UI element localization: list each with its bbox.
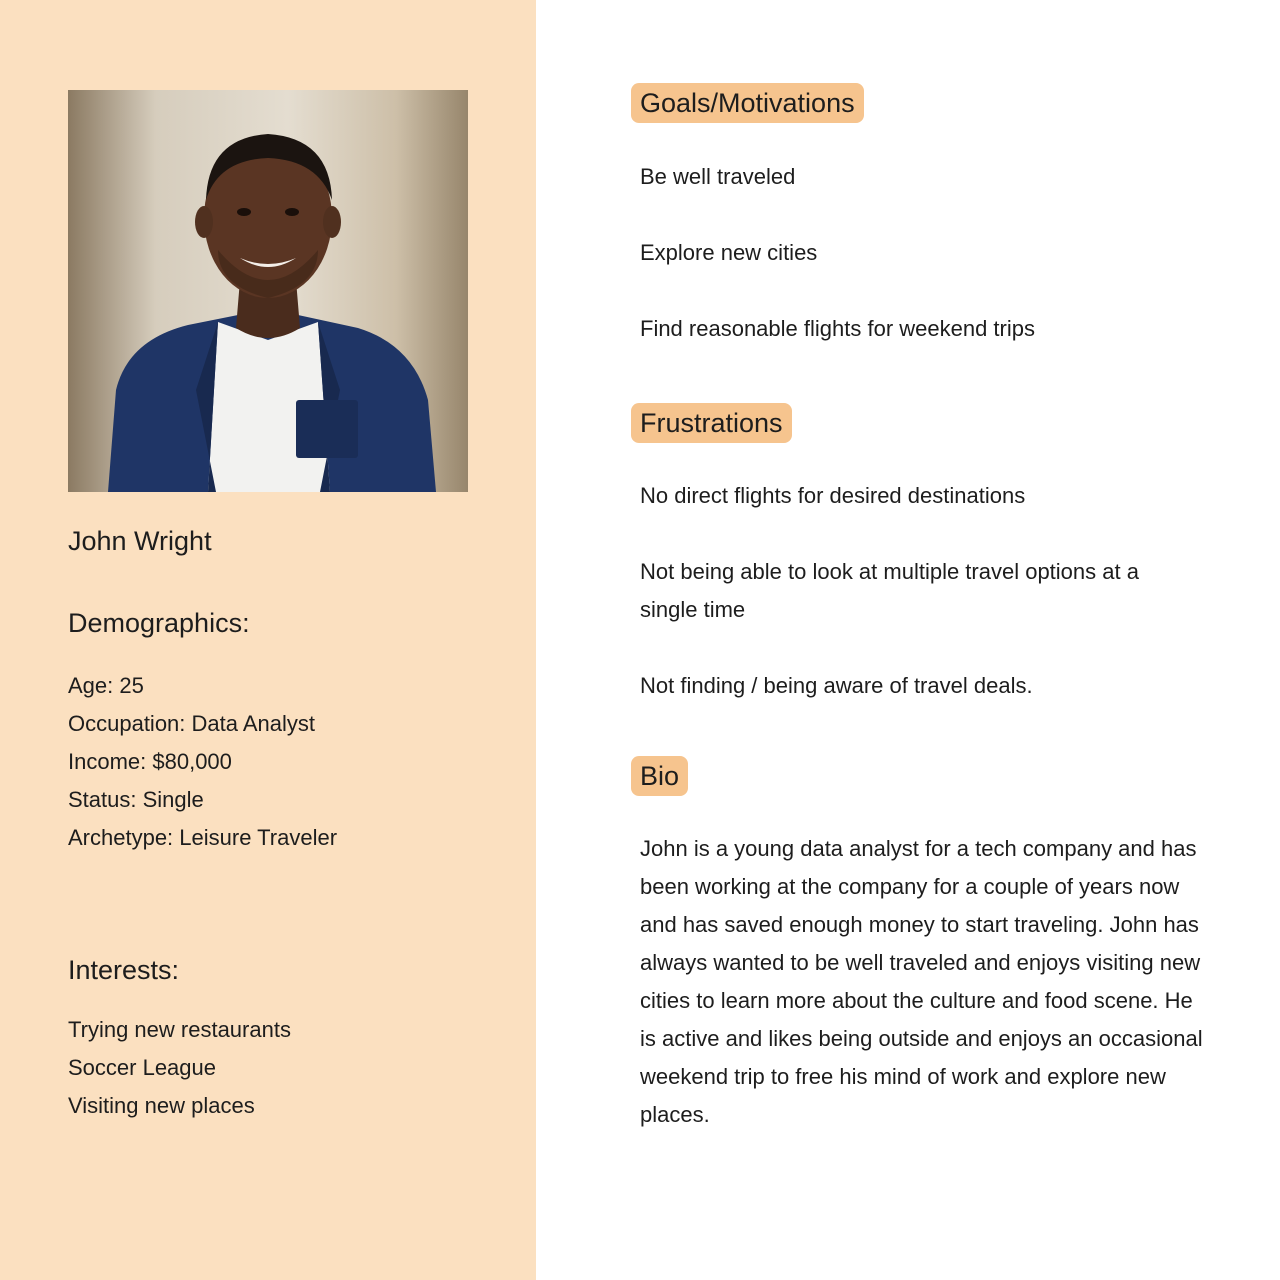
portrait-illustration (68, 90, 468, 492)
interests-item: Soccer League (68, 1055, 216, 1080)
interests-heading: Interests: (68, 955, 180, 985)
demographics-item: Income: $80,000 (68, 749, 232, 774)
demographics-heading: Demographics: (68, 608, 250, 638)
interests-item: Visiting new places (68, 1093, 255, 1118)
persona-name: John Wright (68, 526, 212, 556)
bio-text: John is a young data analyst for a tech company and has been working at the company for a couple of years now and has saved enough money to start traveling. John has always wanted to be well traveled and enjoys visiting new cities to learn more about the culture and food scene. He is active and likes being outside and enjoys an occasional weekend trip to free his mind of work and explore new places. (640, 836, 1203, 1127)
frustration-item: Not finding / being aware of travel deals. (640, 673, 1033, 698)
frustrations-heading: Frustrations (631, 403, 792, 443)
demographics-item: Status: Single (68, 787, 204, 812)
frustration-item: Not being able to look at multiple travel options at a single time (640, 559, 1139, 622)
interests-list (68, 1011, 291, 1125)
demographics-item: Archetype: Leisure Traveler (68, 825, 338, 850)
bio-heading: Bio (631, 756, 688, 796)
demographics-item: Age: 25 (68, 673, 144, 698)
goals-heading: Goals/Motivations (631, 83, 864, 123)
profile-panel (0, 0, 536, 1280)
goal-item: Find reasonable flights for weekend trips (640, 316, 1035, 341)
demographics-list (68, 667, 337, 857)
goal-item: Explore new cities (640, 240, 818, 265)
goal-item: Be well traveled (640, 164, 796, 189)
interests-item: Trying new restaurants (68, 1017, 291, 1042)
demographics-item: Occupation: Data Analyst (68, 711, 316, 736)
frustration-item: No direct flights for desired destinations (640, 483, 1026, 508)
portrait-photo (68, 90, 468, 492)
